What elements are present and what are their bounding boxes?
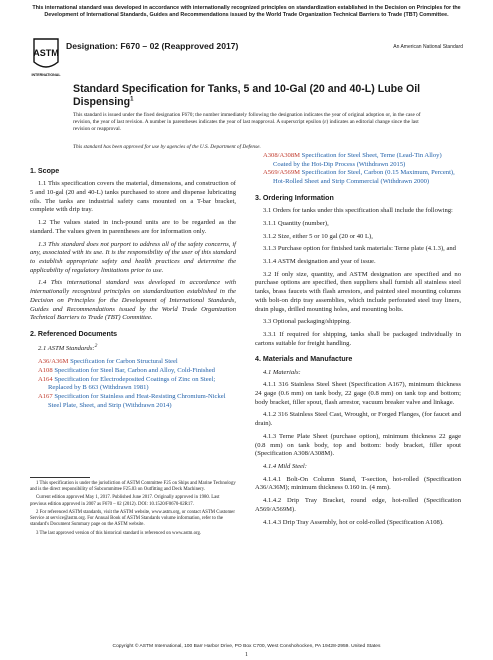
footnote: 1 This specification is under the jurisdiction of ASTM Committee F25 on Ships and Marine Technology and is the direct responsibility of Subcommittee F25.03 on Outfitting and Deck Machinery. — [30, 481, 236, 493]
ref-item[interactable] — [255, 152, 461, 169]
materials-p2: 4.1.1 316 Stainless Steel Sheet (Specification A167), minimum thickness 24 gage (0.6 mm) on tank body, 22 gage (0.8 mm) on tank top and bottom; body bracket, filler spout, flash arrestor, vacuum breaker valve and linkage. — [255, 381, 461, 406]
refs-heading: 2. Referenced Documents — [30, 329, 118, 338]
svg-text:ASTM: ASTM — [33, 48, 59, 58]
ordering-p2: 3.2 If only size, quantity, and ASTM designation are specified and no purchase options are specified, then suppliers shall furnish all stainless steel tanks, brass faucets with flash arrestors, and painted steel mounting columns with bolt-on drip tray assemblies, which include perforated steel tray liners, drain plugs, drilled mounting holes, and mounting bolts. — [255, 270, 461, 313]
scope-heading: 1. Scope — [30, 167, 60, 175]
scope-p3: 1.3 This standard does not purport to address all of the safety concerns, if any, associated with its use. It is the responsibility of the user of this standard to establish appropriate safety and health practices and determine the applicability of regulatory limitations prior to use. — [30, 240, 236, 274]
ordering-l1: 3.1.1 Quantity (number), — [263, 219, 329, 227]
left-column — [30, 160, 236, 410]
materials-p4: 4.1.3 Terne Plate Sheet (purchase option), minimum thickness 22 gage (0.8 mm) on tank body, top and bottom: body bracket, filler spout (Specification A308/A308M). — [255, 432, 461, 458]
materials-p3: 4.1.2 316 Stainless Steel Cast, Wrought, or Forged Flanges, (for faucet and drain). — [255, 411, 461, 428]
logo-text: INTERNATIONAL — [31, 73, 61, 77]
ref-item[interactable] — [255, 169, 461, 186]
top-notice: This international standard was developed in accordance with internationally recognized principles on standardization established in the Decision on Principles for the Development of International Standards, Guides and Recommendations issued by the World Trade Organization Technical Barriers to Trade (TBT) Committee. — [32, 5, 461, 19]
ordering-l3: 3.1.3 Purchase option for finished tank materials: Terne plate (4.1.3), and — [263, 245, 456, 253]
copyright: Copyright © ASTM International, 100 Barr Harbor Drive, PO Box C700, West Conshohocken, PA 19428-2959. United States — [112, 644, 381, 649]
materials-p6: 4.1.4.1 Bolt-On Column Stand, T-section, hot-rolled (Specification A36/A36M); minimum thickness 0.160 in. (4 mm). — [255, 475, 461, 492]
ref-item[interactable] — [30, 367, 236, 376]
refs-intro-text: 2.1 ASTM Standards: — [38, 345, 95, 353]
ref-title[interactable]: Specification for Steel Bar, Carbon and Alloy, Cold-Finished — [54, 366, 215, 374]
ref-code[interactable]: A108 — [38, 366, 53, 374]
ref-code[interactable]: A167 — [38, 392, 53, 400]
ordering-p3: 3.3 Optional packaging/shipping. — [263, 318, 351, 326]
materials-p8: 4.1.4.3 Drip Tray Assembly, hot or cold-rolled (Specification A108). — [263, 518, 444, 526]
footnote-divider — [30, 477, 90, 478]
title-footnote-marker: 1 — [130, 96, 134, 103]
footnotes — [30, 481, 236, 539]
ordering-l2: 3.1.2 Size, either 5 or 10 gal (20 or 40 L), — [263, 232, 373, 240]
right-column — [255, 152, 461, 531]
page-number: 1 — [245, 652, 248, 658]
ref-code[interactable]: A308/A308M — [263, 152, 300, 159]
ans-label: An American National Standard — [393, 44, 463, 50]
ref-title[interactable]: Specification for Steel, Carbon (0.15 Maximum, Percent), Hot-Rolled Sheet and Strip Commercial (Withdrawn 2000) — [273, 169, 455, 186]
ref-title[interactable]: Specification for Carbon Structural Steel — [70, 358, 178, 366]
issued-notice: This standard is issued under the fixed designation F670; the number immediately following the designation indicates the year of original adoption or, in the case of revision, the year of last revision. A number in parentheses indicates the year of last reapproval. A superscript epsilon (ε) indicates an editorial change since the last revision or reapproval. — [73, 112, 421, 132]
astm-logo — [30, 36, 62, 78]
footnote: Current edition approved May 1, 2017. Published June 2017. Originally approved in 1980. Last previous edition approved in 2007 as F670 – 02 (2012). DOI: 10.1520/F0670-02R17. — [30, 495, 220, 507]
page-title — [73, 83, 473, 109]
ref-item[interactable] — [30, 376, 236, 393]
materials-p7: 4.1.4.2 Drip Tray Bracket, round edge, hot-rolled (Specification A569/A569M). — [255, 497, 461, 513]
refs-intro — [30, 343, 236, 354]
ref-title[interactable]: Specification for Stainless and Heat-Resisting Chromium-Nickel Steel Plate, Sheet, and Strip (Withdrawn 2014) — [48, 392, 226, 409]
ordering-heading: 3. Ordering Information — [255, 193, 334, 202]
scope-p1: 1.1 This specification covers the material, dimensions, and construction of 5 and 10-gal (20 and 40-L) tanks purchased to store and dispense lubricating oils. The tanks are industrial safety cans mounted on a T-bar bracket, complete with drip tray. — [30, 180, 236, 214]
refs-intro-sup: 2 — [94, 343, 98, 350]
ref-code[interactable]: A164 — [38, 375, 53, 383]
ref-code[interactable]: A569/A569M — [263, 169, 300, 177]
scope-p2: 1.2 The values stated in inch-pound units are to be regarded as the standard. The values given in parentheses are for information only. — [30, 219, 236, 235]
designation: Designation: F670 – 02 (Reapproved 2017) — [66, 41, 239, 51]
materials-p1: 4.1 Materials: — [263, 368, 301, 376]
ref-item[interactable] — [30, 358, 236, 367]
scope-p4: 1.4 This international standard was developed in accordance with internationally recognized principles on standardization established in the Decision on Principles for the Development of International Standards, Guides and Recommendations issued by the World Trade Organization Technical Barriers to Trade (TBT) Committee. — [30, 279, 236, 322]
ordering-p1: 3.1 Orders for tanks under this specification shall include the following: — [263, 207, 453, 215]
title-text: Standard Specification for Tanks, 5 and 10-Gal (20 and 40-L) Lube Oil Dispensing — [73, 83, 421, 109]
ordering-l4: 3.1.4 ASTM designation and year of issue. — [263, 257, 376, 265]
ref-item[interactable] — [30, 393, 236, 410]
ref-title[interactable]: Specification for Electrodeposited Coatings of Zinc on Steel; Replaced by B 663 (Withdrawn 1981) — [48, 375, 216, 392]
materials-heading: 4. Materials and Manufacture — [255, 355, 353, 364]
materials-p5: 4.1.4 Mild Steel: — [263, 463, 307, 470]
dod-approval: This standard has been approved for use by agencies of the U.S. Department of Defense. — [73, 144, 261, 150]
ref-code[interactable]: A36/A36M — [38, 358, 69, 366]
footnote: 3 The last approved version of this historical standard is referenced on www.astm.org. — [36, 530, 202, 536]
footnote: 2 For referenced ASTM standards, visit the ASTM website, www.astm.org, or contact ASTM Customer Service at service@astm.org. For Annual Book of ASTM Standards volume information, refer to the standard's Document Summary page on the ASTM website. — [30, 509, 235, 528]
ref-title[interactable]: Specification for Steel Sheet, Terne (Lead-Tin Alloy) Coated by the Hot-Dip Process (Withdrawn 2015) — [273, 152, 442, 168]
ordering-p4: 3.3.1 If required for shipping, tanks shall be packaged individually in cartons suitable for freight handling. — [255, 330, 461, 347]
